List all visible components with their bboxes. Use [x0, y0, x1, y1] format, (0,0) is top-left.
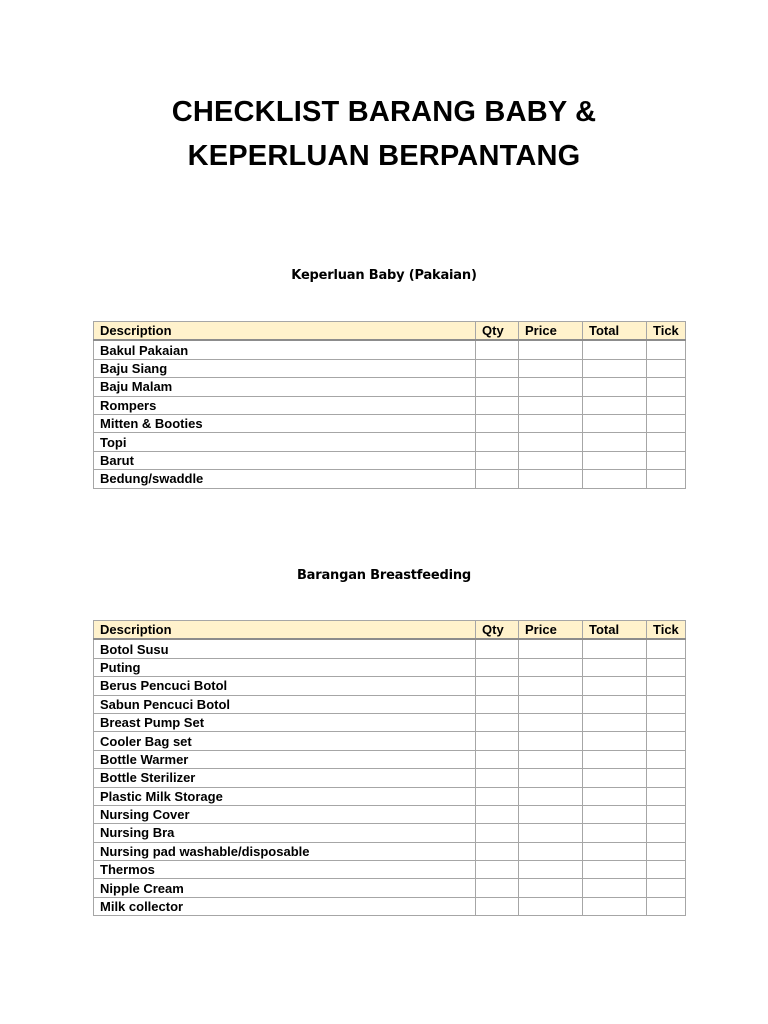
tick-cell[interactable]	[647, 359, 686, 377]
total-cell[interactable]	[583, 750, 647, 768]
table-row	[94, 861, 686, 879]
item-description: Sabun Pencuci Botol	[94, 695, 476, 713]
price-cell[interactable]	[519, 824, 583, 842]
tick-cell[interactable]	[647, 879, 686, 897]
total-cell[interactable]	[583, 378, 647, 396]
column-header-qty: Qty	[476, 621, 519, 640]
column-header-price: Price	[519, 322, 583, 341]
total-cell[interactable]	[583, 677, 647, 695]
tick-cell[interactable]	[647, 769, 686, 787]
tick-cell[interactable]	[647, 713, 686, 731]
column-header-description: Description	[94, 322, 476, 341]
qty-cell[interactable]	[476, 713, 519, 731]
price-cell[interactable]	[519, 750, 583, 768]
price-cell[interactable]	[519, 359, 583, 377]
total-cell[interactable]	[583, 787, 647, 805]
item-description: Bottle Warmer	[94, 750, 476, 768]
total-cell[interactable]	[583, 769, 647, 787]
price-cell[interactable]	[519, 658, 583, 676]
item-description: Nipple Cream	[94, 879, 476, 897]
table-row	[94, 750, 686, 768]
item-description: Thermos	[94, 861, 476, 879]
item-description: Baju Siang	[94, 359, 476, 377]
price-cell[interactable]	[519, 805, 583, 823]
total-cell[interactable]	[583, 842, 647, 860]
qty-cell[interactable]	[476, 359, 519, 377]
total-cell[interactable]	[583, 470, 647, 488]
item-description: Baju Malam	[94, 378, 476, 396]
qty-cell[interactable]	[476, 378, 519, 396]
table-row	[94, 677, 686, 695]
table-row	[94, 378, 686, 396]
total-cell[interactable]	[583, 340, 647, 359]
page-title-line-2: KEPERLUAN BERPANTANG	[187, 140, 581, 172]
item-description: Bakul Pakaian	[94, 340, 476, 359]
tick-cell[interactable]	[647, 824, 686, 842]
tick-cell[interactable]	[647, 677, 686, 695]
tick-cell[interactable]	[647, 470, 686, 488]
table-row	[94, 414, 686, 432]
total-cell[interactable]	[583, 695, 647, 713]
column-header-qty: Qty	[476, 322, 519, 341]
tick-cell[interactable]	[647, 842, 686, 860]
qty-cell[interactable]	[476, 470, 519, 488]
item-description: Rompers	[94, 396, 476, 414]
qty-cell[interactable]	[476, 897, 519, 915]
price-cell[interactable]	[519, 414, 583, 432]
column-header-price: Price	[519, 621, 583, 640]
price-cell[interactable]	[519, 713, 583, 731]
qty-cell[interactable]	[476, 658, 519, 676]
qty-cell[interactable]	[476, 861, 519, 879]
price-cell[interactable]	[519, 769, 583, 787]
tick-cell[interactable]	[647, 787, 686, 805]
page-title	[0, 90, 768, 178]
total-cell[interactable]	[583, 713, 647, 731]
total-cell[interactable]	[583, 732, 647, 750]
item-description: Barut	[94, 451, 476, 469]
table-row	[94, 787, 686, 805]
table-row	[94, 451, 686, 469]
section-heading-breastfeeding: Barangan Breastfeeding	[296, 568, 472, 583]
price-cell[interactable]	[519, 879, 583, 897]
table-header-row	[94, 322, 686, 341]
total-cell[interactable]	[583, 897, 647, 915]
item-description: Cooler Bag set	[94, 732, 476, 750]
qty-cell[interactable]	[476, 433, 519, 451]
qty-cell[interactable]	[476, 787, 519, 805]
price-cell[interactable]	[519, 451, 583, 469]
tick-cell[interactable]	[647, 451, 686, 469]
table-row	[94, 842, 686, 860]
table-row	[94, 805, 686, 823]
item-description: Mitten & Booties	[94, 414, 476, 432]
price-cell[interactable]	[519, 861, 583, 879]
item-description: Milk collector	[94, 897, 476, 915]
qty-cell[interactable]	[476, 451, 519, 469]
table-row	[94, 769, 686, 787]
item-description: Bottle Sterilizer	[94, 769, 476, 787]
column-header-tick: Tick	[647, 322, 686, 341]
tick-cell[interactable]	[647, 340, 686, 359]
price-cell[interactable]	[519, 639, 583, 658]
table-row	[94, 732, 686, 750]
item-description: Topi	[94, 433, 476, 451]
table-row	[94, 396, 686, 414]
column-header-total: Total	[583, 322, 647, 341]
item-description: Nursing pad washable/disposable	[94, 842, 476, 860]
price-cell[interactable]	[519, 695, 583, 713]
qty-cell[interactable]	[476, 396, 519, 414]
table-row	[94, 695, 686, 713]
qty-cell[interactable]	[476, 732, 519, 750]
qty-cell[interactable]	[476, 677, 519, 695]
qty-cell[interactable]	[476, 824, 519, 842]
tick-cell[interactable]	[647, 732, 686, 750]
price-cell[interactable]	[519, 732, 583, 750]
table-row	[94, 713, 686, 731]
table-row	[94, 433, 686, 451]
total-cell[interactable]	[583, 396, 647, 414]
qty-cell[interactable]	[476, 769, 519, 787]
qty-cell[interactable]	[476, 639, 519, 658]
qty-cell[interactable]	[476, 805, 519, 823]
qty-cell[interactable]	[476, 340, 519, 359]
table-row	[94, 340, 686, 359]
total-cell[interactable]	[583, 658, 647, 676]
column-header-total: Total	[583, 621, 647, 640]
qty-cell[interactable]	[476, 695, 519, 713]
section-heading-pakaian: Keperluan Baby (Pakaian)	[291, 268, 477, 283]
tick-cell[interactable]	[647, 805, 686, 823]
price-cell[interactable]	[519, 433, 583, 451]
table-header-row	[94, 621, 686, 640]
qty-cell[interactable]	[476, 879, 519, 897]
table-row	[94, 359, 686, 377]
table-row	[94, 879, 686, 897]
tick-cell[interactable]	[647, 750, 686, 768]
total-cell[interactable]	[583, 805, 647, 823]
item-description: Botol Susu	[94, 639, 476, 658]
tick-cell[interactable]	[647, 433, 686, 451]
item-description: Plastic Milk Storage	[94, 787, 476, 805]
checklist-table-pakaian	[93, 321, 686, 489]
item-description: Nursing Bra	[94, 824, 476, 842]
tick-cell[interactable]	[647, 378, 686, 396]
total-cell[interactable]	[583, 359, 647, 377]
column-header-description: Description	[94, 621, 476, 640]
total-cell[interactable]	[583, 879, 647, 897]
table-row	[94, 470, 686, 488]
qty-cell[interactable]	[476, 750, 519, 768]
qty-cell[interactable]	[476, 842, 519, 860]
price-cell[interactable]	[519, 378, 583, 396]
item-description: Berus Pencuci Botol	[94, 677, 476, 695]
total-cell[interactable]	[583, 451, 647, 469]
tick-cell[interactable]	[647, 897, 686, 915]
price-cell[interactable]	[519, 842, 583, 860]
tick-cell[interactable]	[647, 639, 686, 658]
item-description: Puting	[94, 658, 476, 676]
column-header-tick: Tick	[647, 621, 686, 640]
price-cell[interactable]	[519, 897, 583, 915]
qty-cell[interactable]	[476, 414, 519, 432]
tick-cell[interactable]	[647, 414, 686, 432]
total-cell[interactable]	[583, 824, 647, 842]
table-row	[94, 824, 686, 842]
total-cell[interactable]	[583, 639, 647, 658]
table-row	[94, 897, 686, 915]
price-cell[interactable]	[519, 677, 583, 695]
price-cell[interactable]	[519, 787, 583, 805]
table-row	[94, 658, 686, 676]
tick-cell[interactable]	[647, 695, 686, 713]
price-cell[interactable]	[519, 340, 583, 359]
total-cell[interactable]	[583, 433, 647, 451]
item-description: Bedung/swaddle	[94, 470, 476, 488]
item-description: Nursing Cover	[94, 805, 476, 823]
checklist-table-breastfeeding	[93, 620, 686, 916]
total-cell[interactable]	[583, 861, 647, 879]
price-cell[interactable]	[519, 396, 583, 414]
tick-cell[interactable]	[647, 861, 686, 879]
page-title-line-1: CHECKLIST BARANG BABY &	[171, 96, 597, 128]
price-cell[interactable]	[519, 470, 583, 488]
table-row	[94, 639, 686, 658]
total-cell[interactable]	[583, 414, 647, 432]
item-description: Breast Pump Set	[94, 713, 476, 731]
tick-cell[interactable]	[647, 658, 686, 676]
tick-cell[interactable]	[647, 396, 686, 414]
